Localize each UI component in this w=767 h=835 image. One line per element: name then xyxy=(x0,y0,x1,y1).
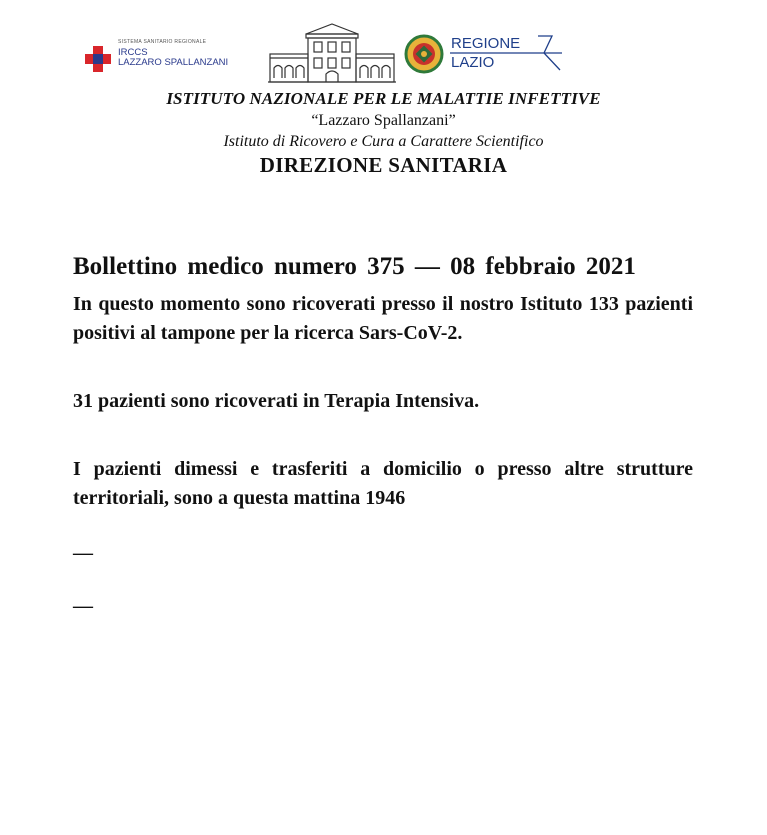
spallanzani-building-icon xyxy=(268,22,396,84)
spallanzani-label: LAZZARO SPALLANZANI xyxy=(118,57,229,68)
letterhead xyxy=(0,88,767,178)
logo-bar xyxy=(0,20,767,86)
regione-lazio-logo xyxy=(404,32,564,80)
institute-name: ISTITUTO NAZIONALE PER LE MALATTIE INFETTIVE xyxy=(166,89,601,108)
bulletin-title: Bollettino medico numero 375 — 08 febbraio 2021 xyxy=(73,253,636,280)
department-title: DIREZIONE SANITARIA xyxy=(259,153,508,177)
paragraph-hospitalized: In questo momento sono ricoverati presso il nostro Istituto 133 pazienti positivi al tampone per la ricerca Sars-CoV-2. xyxy=(73,293,693,344)
paragraph-discharged: I pazienti dimessi e trasferiti a domicilio o presso altre strutture territoriali, sono a questa mattina 1946 xyxy=(73,458,693,509)
bulletin-body xyxy=(73,250,693,621)
irccs-spallanzani-logo xyxy=(84,36,264,76)
lazio-label: LAZIO xyxy=(451,54,495,71)
medical-cross-icon xyxy=(84,45,112,73)
irccs-small-text: SISTEMA SANITARIO REGIONALE xyxy=(118,39,207,45)
institute-description: Istituto di Ricovero e Cura a Carattere Scientifico xyxy=(223,133,544,150)
regione-lazio-emblem-icon xyxy=(404,34,444,74)
separator-dash: — xyxy=(73,542,93,564)
regione-label: REGIONE xyxy=(451,35,521,52)
institute-subtitle: “Lazzaro Spallanzani” xyxy=(311,112,456,129)
paragraph-intensive-care: 31 pazienti sono ricoverati in Terapia Intensiva. xyxy=(73,390,480,412)
irccs-label: IRCCS xyxy=(118,47,148,58)
separator-dash: — xyxy=(73,595,93,617)
